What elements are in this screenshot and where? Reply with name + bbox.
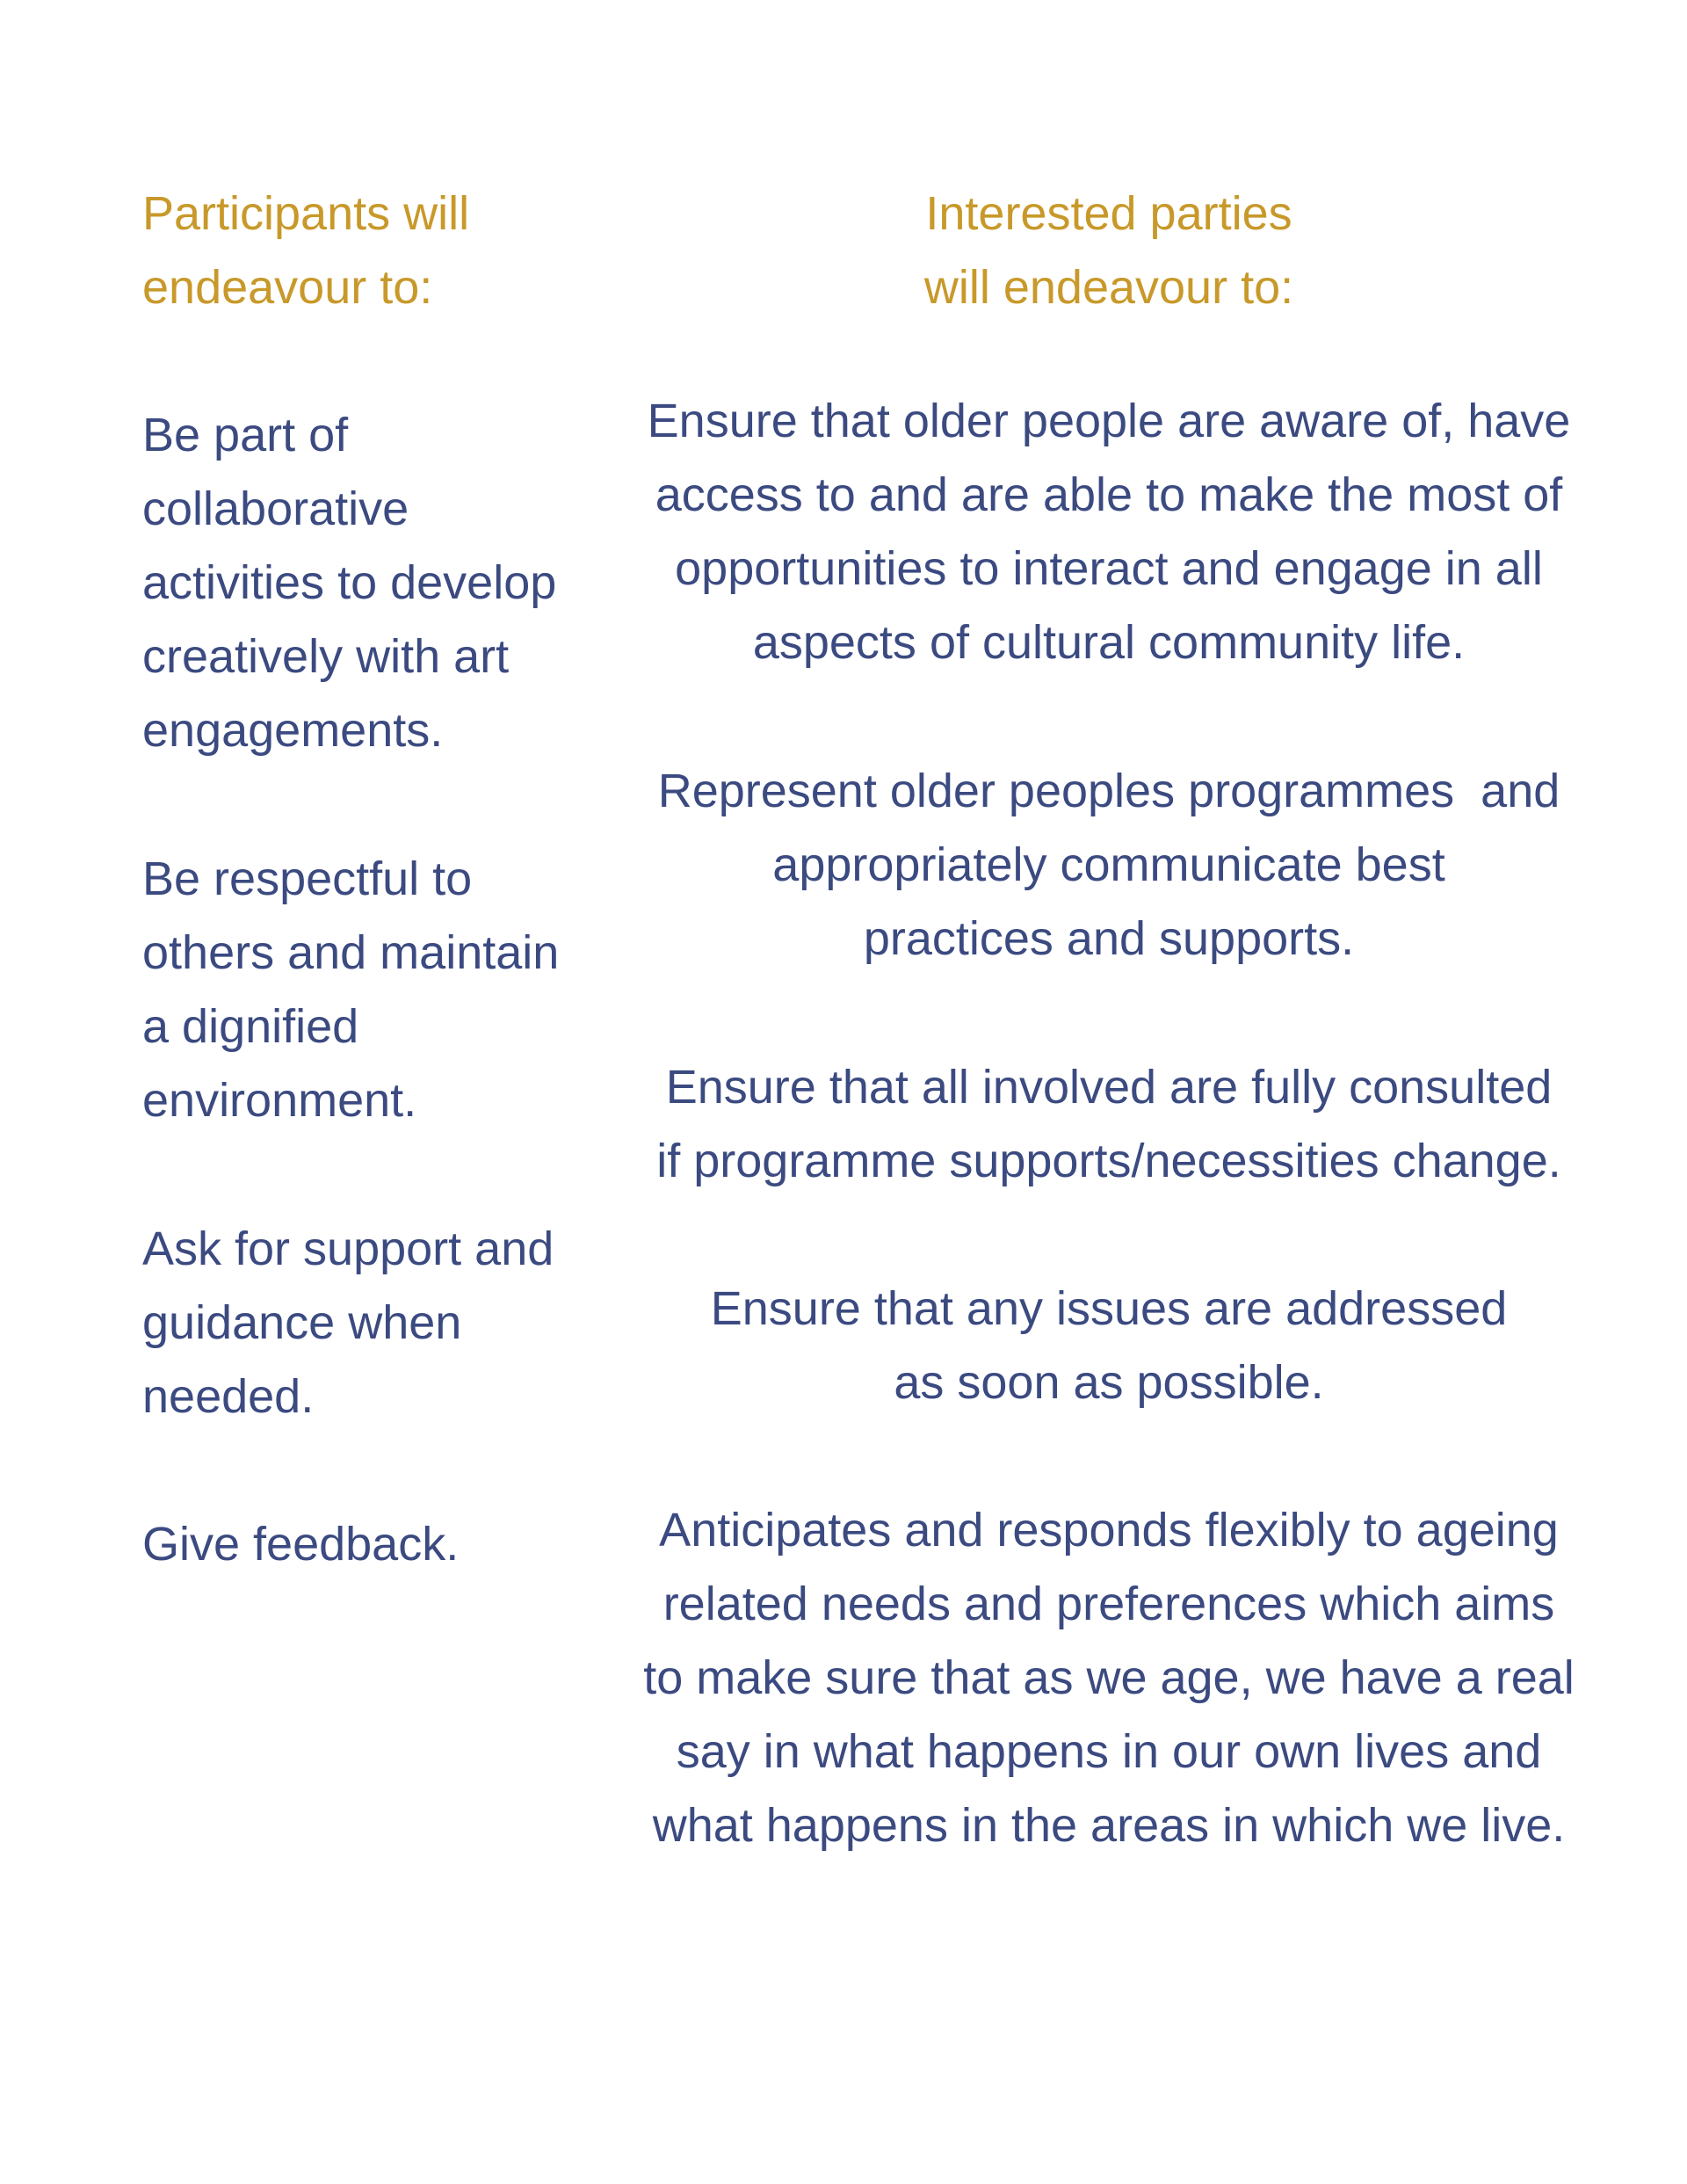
text-line: Be part of [142, 409, 349, 461]
text-line: Be respectful to [142, 853, 473, 905]
text-line: say in what happens in our own lives and [676, 1725, 1542, 1778]
text-line: Ensure that all involved are fully consulted [665, 1061, 1553, 1114]
text-line: appropriately communicate best [772, 838, 1445, 891]
text-line: others and maintain [142, 926, 560, 979]
heading-line: endeavour to: [142, 261, 433, 314]
text-line: to make sure that as we age, we have a real [643, 1651, 1575, 1704]
text-line: engagements. [142, 704, 444, 757]
text-line: aspects of cultural community life. [752, 616, 1466, 669]
text-line: what happens in the areas in which we live. [652, 1799, 1566, 1852]
text-line: needed. [142, 1370, 315, 1423]
text-line: practices and supports. [863, 912, 1355, 965]
text-line: Represent older peoples programmes and [657, 765, 1560, 817]
text-line: a dignified [142, 1000, 359, 1053]
text-line: Ensure that any issues are addressed [710, 1282, 1508, 1335]
text-line: Ensure that older people are aware of, have [647, 395, 1571, 447]
text-line: if programme supports/necessities change. [656, 1135, 1561, 1187]
text-line: opportunities to interact and engage in all [675, 542, 1543, 595]
heading-line: will endeavour to: [923, 261, 1294, 314]
text-line: Anticipates and responds flexibly to ageing [659, 1504, 1559, 1556]
text-line: environment. [142, 1074, 417, 1127]
text-line: Give feedback. [142, 1518, 460, 1571]
text-line: access to and are able to make the most of [655, 468, 1563, 521]
text-line: as soon as possible. [894, 1356, 1324, 1409]
heading-line: Interested parties [925, 187, 1292, 240]
text-line: guidance when [142, 1296, 462, 1349]
heading-line: Participants will [142, 187, 470, 240]
text-line: creatively with art [142, 630, 510, 683]
text-line: collaborative [142, 483, 409, 535]
text-line: Ask for support and [142, 1223, 554, 1275]
text-line: activities to develop [142, 556, 557, 609]
text-line: related needs and preferences which aims [662, 1578, 1555, 1630]
